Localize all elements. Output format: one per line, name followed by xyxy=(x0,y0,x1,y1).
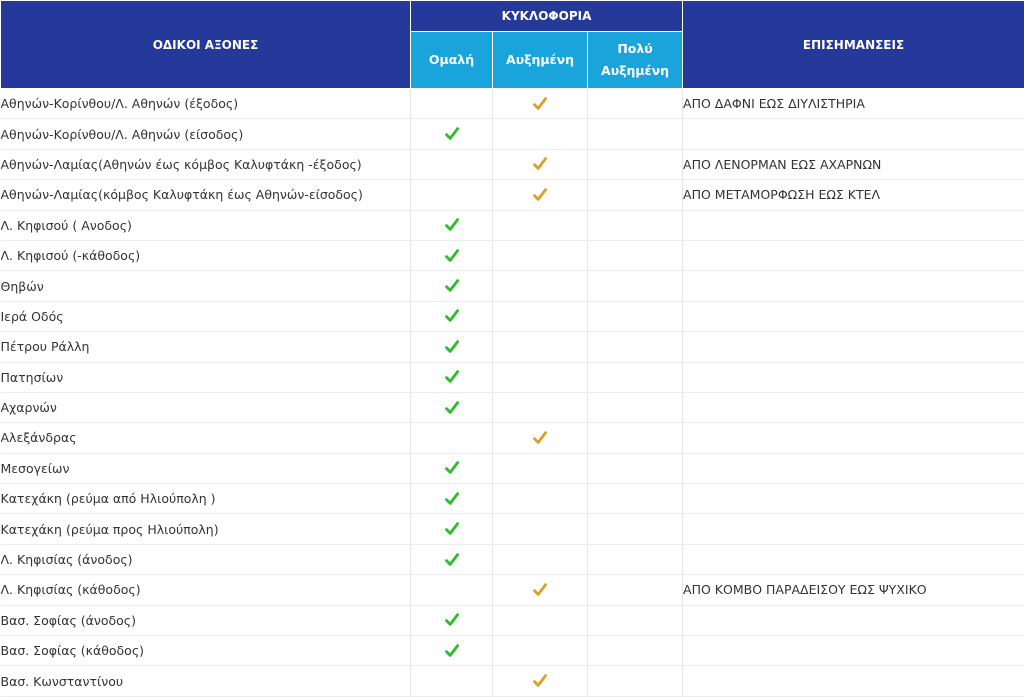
green-check-icon xyxy=(411,400,492,416)
amber-check-icon xyxy=(493,673,587,689)
road-note xyxy=(683,636,1024,666)
table-row xyxy=(1,484,1024,514)
amber-check-icon xyxy=(493,156,587,172)
green-check-icon xyxy=(411,521,492,537)
traffic-level-cell xyxy=(493,636,588,666)
traffic-rows xyxy=(1,89,1024,697)
header-roads: ΟΔΙΚΟΙ ΑΞΟΝΕΣ xyxy=(1,1,411,89)
table-row xyxy=(1,271,1024,301)
road-note xyxy=(683,484,1024,514)
green-check-icon xyxy=(411,491,492,507)
traffic-level-cell xyxy=(588,362,683,392)
road-name: Κατεχάκη (ρεύμα από Ηλιούπολη ) xyxy=(1,484,411,514)
table-row xyxy=(1,240,1024,270)
road-note xyxy=(683,453,1024,483)
table-row xyxy=(1,180,1024,210)
traffic-level-cell xyxy=(588,636,683,666)
table-row xyxy=(1,636,1024,666)
road-note xyxy=(683,605,1024,635)
table-row xyxy=(1,605,1024,635)
green-check-icon xyxy=(411,339,492,355)
green-check-icon xyxy=(411,460,492,476)
traffic-level-cell xyxy=(411,149,493,179)
road-note xyxy=(683,392,1024,422)
road-name: Πατησίων xyxy=(1,362,411,392)
amber-check-icon xyxy=(493,96,587,112)
road-name: Βασ. Σοφίας (κάθοδος) xyxy=(1,636,411,666)
traffic-level-cell xyxy=(493,119,588,149)
road-note xyxy=(683,119,1024,149)
traffic-level-cell xyxy=(493,332,588,362)
traffic-level-cell xyxy=(493,180,588,210)
road-name: Λ. Κηφισού ( Ανοδος) xyxy=(1,210,411,240)
table-row xyxy=(1,514,1024,544)
traffic-level-cell xyxy=(411,666,493,696)
road-name: Ιερά Οδός xyxy=(1,301,411,331)
road-name: Λ. Κηφισού (-κάθοδος) xyxy=(1,240,411,270)
table-row xyxy=(1,149,1024,179)
traffic-level-cell xyxy=(588,392,683,422)
traffic-level-cell xyxy=(411,271,493,301)
amber-check-icon xyxy=(493,582,587,598)
amber-check-icon xyxy=(493,187,587,203)
traffic-level-cell xyxy=(588,605,683,635)
traffic-level-cell xyxy=(493,605,588,635)
table-row xyxy=(1,301,1024,331)
traffic-level-cell xyxy=(588,544,683,574)
traffic-level-cell xyxy=(411,484,493,514)
road-note: ΑΠΟ ΔΑΦΝΙ ΕΩΣ ΔΙΥΛΙΣΤΗΡΙΑ xyxy=(683,89,1024,119)
traffic-level-cell xyxy=(411,453,493,483)
traffic-level-cell xyxy=(493,240,588,270)
traffic-level-cell xyxy=(411,423,493,453)
traffic-level-cell xyxy=(411,392,493,422)
traffic-level-cell xyxy=(588,332,683,362)
green-check-icon xyxy=(411,612,492,628)
road-name: Βασ. Σοφίας (άνοδος) xyxy=(1,605,411,635)
green-check-icon xyxy=(411,308,492,324)
traffic-level-cell xyxy=(411,180,493,210)
road-note xyxy=(683,271,1024,301)
traffic-level-cell xyxy=(493,544,588,574)
green-check-icon xyxy=(411,643,492,659)
traffic-level-cell xyxy=(493,392,588,422)
road-name: Αθηνών-Λαμίας(Αθηνών έως κόμβος Καλυφτάκη -έξοδος) xyxy=(1,149,411,179)
road-name: Θηβών xyxy=(1,271,411,301)
table-row xyxy=(1,453,1024,483)
road-name: Μεσογείων xyxy=(1,453,411,483)
road-note: ΑΠΟ ΚΟΜΒΟ ΠΑΡΑΔΕΙΣΟΥ ΕΩΣ ΨΥΧΙΚΟ xyxy=(683,575,1024,605)
traffic-level-cell xyxy=(411,514,493,544)
table-row xyxy=(1,89,1024,119)
road-note xyxy=(683,301,1024,331)
road-name: Αθηνών-Κορίνθου/Λ. Αθηνών (έξοδος) xyxy=(1,89,411,119)
table-row xyxy=(1,423,1024,453)
green-check-icon xyxy=(411,552,492,568)
traffic-level-cell xyxy=(588,423,683,453)
road-name: Κατεχάκη (ρεύμα προς Ηλιούπολη) xyxy=(1,514,411,544)
table-row xyxy=(1,544,1024,574)
road-note xyxy=(683,210,1024,240)
traffic-level-cell xyxy=(588,666,683,696)
traffic-level-cell xyxy=(411,544,493,574)
road-note xyxy=(683,423,1024,453)
traffic-level-cell xyxy=(411,240,493,270)
table-row xyxy=(1,332,1024,362)
road-name: Αθηνών-Κορίνθου/Λ. Αθηνών (είσοδος) xyxy=(1,119,411,149)
green-check-icon xyxy=(411,217,492,233)
road-note xyxy=(683,362,1024,392)
traffic-level-cell xyxy=(493,89,588,119)
road-name: Αλεξάνδρας xyxy=(1,423,411,453)
traffic-level-cell xyxy=(588,453,683,483)
traffic-level-cell xyxy=(588,271,683,301)
table-row xyxy=(1,362,1024,392)
traffic-level-cell xyxy=(588,240,683,270)
traffic-level-cell xyxy=(588,89,683,119)
traffic-level-cell xyxy=(588,514,683,544)
header-level-increased: Αυξημένη xyxy=(493,32,588,89)
traffic-level-cell xyxy=(493,575,588,605)
traffic-level-cell xyxy=(411,332,493,362)
road-note: ΑΠΟ ΜΕΤΑΜΟΡΦΩΣΗ ΕΩΣ ΚΤΕΛ xyxy=(683,180,1024,210)
traffic-level-cell xyxy=(493,362,588,392)
road-note xyxy=(683,544,1024,574)
amber-check-icon xyxy=(493,430,587,446)
header-traffic: ΚΥΚΛΟΦΟΡΙΑ xyxy=(411,1,683,32)
header-level-normal: Ομαλή xyxy=(411,32,493,89)
header-level-very-increased: Πολύ Αυξημένη xyxy=(588,32,683,89)
traffic-level-cell xyxy=(588,119,683,149)
traffic-level-cell xyxy=(588,484,683,514)
road-note xyxy=(683,514,1024,544)
traffic-level-cell xyxy=(588,301,683,331)
table-row xyxy=(1,210,1024,240)
traffic-level-cell xyxy=(588,210,683,240)
green-check-icon xyxy=(411,278,492,294)
road-name: Αθηνών-Λαμίας(κόμβος Καλυφτάκη έως Αθηνών-είσοδος) xyxy=(1,180,411,210)
traffic-level-cell xyxy=(411,301,493,331)
road-name: Πέτρου Ράλλη xyxy=(1,332,411,362)
table-row xyxy=(1,666,1024,696)
traffic-level-cell xyxy=(493,423,588,453)
traffic-level-cell xyxy=(411,89,493,119)
road-name: Λ. Κηφισίας (κάθοδος) xyxy=(1,575,411,605)
traffic-level-cell xyxy=(493,271,588,301)
traffic-level-cell xyxy=(493,210,588,240)
road-note xyxy=(683,666,1024,696)
road-name: Βασ. Κωνσταντίνου xyxy=(1,666,411,696)
road-name: Λ. Κηφισίας (άνοδος) xyxy=(1,544,411,574)
traffic-level-cell xyxy=(493,666,588,696)
traffic-level-cell xyxy=(411,119,493,149)
traffic-level-cell xyxy=(493,514,588,544)
traffic-level-cell xyxy=(411,605,493,635)
traffic-level-cell xyxy=(411,362,493,392)
table-row xyxy=(1,392,1024,422)
green-check-icon xyxy=(411,248,492,264)
green-check-icon xyxy=(411,126,492,142)
traffic-level-cell xyxy=(588,149,683,179)
traffic-level-cell xyxy=(588,575,683,605)
traffic-level-cell xyxy=(493,484,588,514)
green-check-icon xyxy=(411,369,492,385)
table-row xyxy=(1,575,1024,605)
traffic-level-cell xyxy=(588,180,683,210)
road-name: Αχαρνών xyxy=(1,392,411,422)
traffic-level-cell xyxy=(411,636,493,666)
road-note: ΑΠΟ ΛΕΝΟΡΜΑΝ ΕΩΣ ΑΧΑΡΝΩΝ xyxy=(683,149,1024,179)
road-note xyxy=(683,332,1024,362)
table-row xyxy=(1,119,1024,149)
traffic-level-cell xyxy=(411,575,493,605)
traffic-level-cell xyxy=(411,210,493,240)
traffic-level-cell xyxy=(493,453,588,483)
traffic-level-cell xyxy=(493,301,588,331)
traffic-level-cell xyxy=(493,149,588,179)
header-notes: ΕΠΙΣΗΜΑΝΣΕΙΣ xyxy=(683,1,1024,89)
road-note xyxy=(683,240,1024,270)
